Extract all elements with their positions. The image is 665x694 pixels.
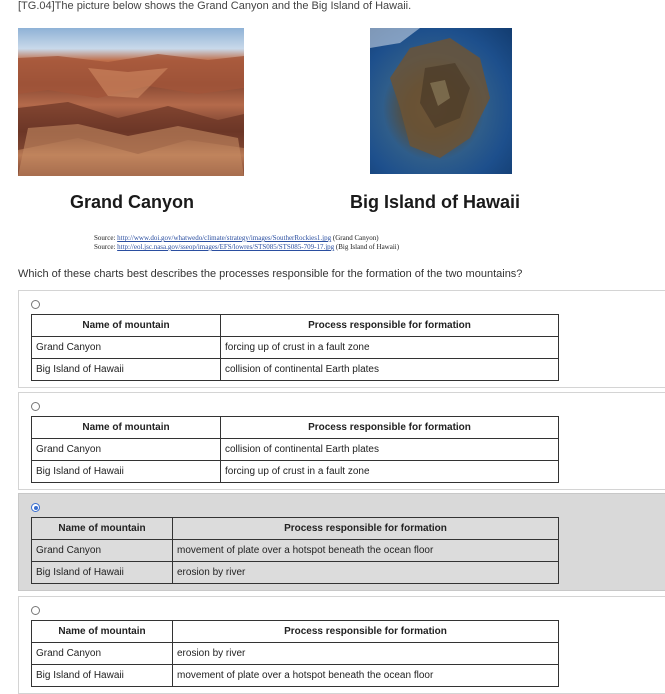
- grand-canyon-photo: [18, 28, 244, 176]
- source-note: (Big Island of Hawaii): [334, 243, 400, 251]
- question-header: [TG.04]The picture below shows the Grand Canyon and the Big Island of Hawaii.: [18, 0, 412, 12]
- grand-canyon-caption: Grand Canyon: [70, 192, 195, 212]
- option-table: [31, 620, 559, 687]
- table-cell: movement of plate over a hotspot beneath the ocean floor: [173, 540, 559, 562]
- radio-button[interactable]: [31, 300, 40, 309]
- source-line: [94, 243, 399, 252]
- radio-button[interactable]: [31, 606, 40, 615]
- column-header: Process responsible for formation: [221, 417, 559, 439]
- table-cell: erosion by river: [173, 643, 559, 665]
- column-header: Process responsible for formation: [173, 621, 559, 643]
- table-header-row: [32, 315, 559, 337]
- source-note: (Grand Canyon): [331, 234, 379, 242]
- table-cell: forcing up of crust in a fault zone: [221, 337, 559, 359]
- table-cell: forcing up of crust in a fault zone: [221, 461, 559, 483]
- option-table: [31, 517, 559, 584]
- table-cell: Big Island of Hawaii: [32, 359, 221, 381]
- table-cell: Big Island of Hawaii: [32, 665, 173, 687]
- radio-button-selected[interactable]: [31, 503, 40, 512]
- question-prompt: Which of these charts best describes the processes responsible for the formation of the two mountains?: [18, 268, 523, 280]
- table-row: [32, 643, 559, 665]
- table-row: [32, 439, 559, 461]
- table-row: [32, 337, 559, 359]
- table-header-row: [32, 621, 559, 643]
- table-cell: Grand Canyon: [32, 643, 173, 665]
- table-cell: Big Island of Hawaii: [32, 562, 173, 584]
- column-header: Name of mountain: [32, 315, 221, 337]
- table-cell: collision of continental Earth plates: [221, 439, 559, 461]
- radio-button[interactable]: [31, 402, 40, 411]
- answer-option-c[interactable]: [18, 493, 665, 591]
- table-row: [32, 562, 559, 584]
- table-header-row: [32, 417, 559, 439]
- source-line: [94, 234, 399, 243]
- big-island-caption: Big Island of Hawaii: [350, 192, 521, 212]
- image-sources: [94, 234, 399, 252]
- table-cell: collision of continental Earth plates: [221, 359, 559, 381]
- column-header: Name of mountain: [32, 621, 173, 643]
- option-table: [31, 416, 559, 483]
- table-header-row: [32, 518, 559, 540]
- table-cell: Grand Canyon: [32, 439, 221, 461]
- source-label: Source:: [94, 243, 118, 251]
- table-cell: Grand Canyon: [32, 540, 173, 562]
- column-header: Name of mountain: [32, 417, 221, 439]
- table-cell: Big Island of Hawaii: [32, 461, 221, 483]
- option-table: [31, 314, 559, 381]
- table-row: [32, 359, 559, 381]
- column-header: Process responsible for formation: [221, 315, 559, 337]
- answer-option-d[interactable]: [18, 596, 665, 694]
- answer-option-a[interactable]: [18, 290, 665, 388]
- question-figure: [18, 24, 528, 256]
- table-row: [32, 540, 559, 562]
- column-header: Name of mountain: [32, 518, 173, 540]
- table-cell: movement of plate over a hotspot beneath the ocean floor: [173, 665, 559, 687]
- big-island-hawaii-photo: [370, 28, 512, 174]
- column-header: Process responsible for formation: [173, 518, 559, 540]
- table-cell: erosion by river: [173, 562, 559, 584]
- source-label: Source:: [94, 234, 118, 242]
- table-row: [32, 665, 559, 687]
- source-link[interactable]: http://eol.jsc.nasa.gov/sseop/images/EFS/lowres/STS085/STS085-709-17.jpg: [117, 243, 335, 251]
- table-cell: Grand Canyon: [32, 337, 221, 359]
- source-link[interactable]: http://www.doi.gov/whatwedo/climate/strategy/images/SoutherRockies1.jpg: [117, 234, 332, 242]
- answer-option-b[interactable]: [18, 392, 665, 490]
- table-row: [32, 461, 559, 483]
